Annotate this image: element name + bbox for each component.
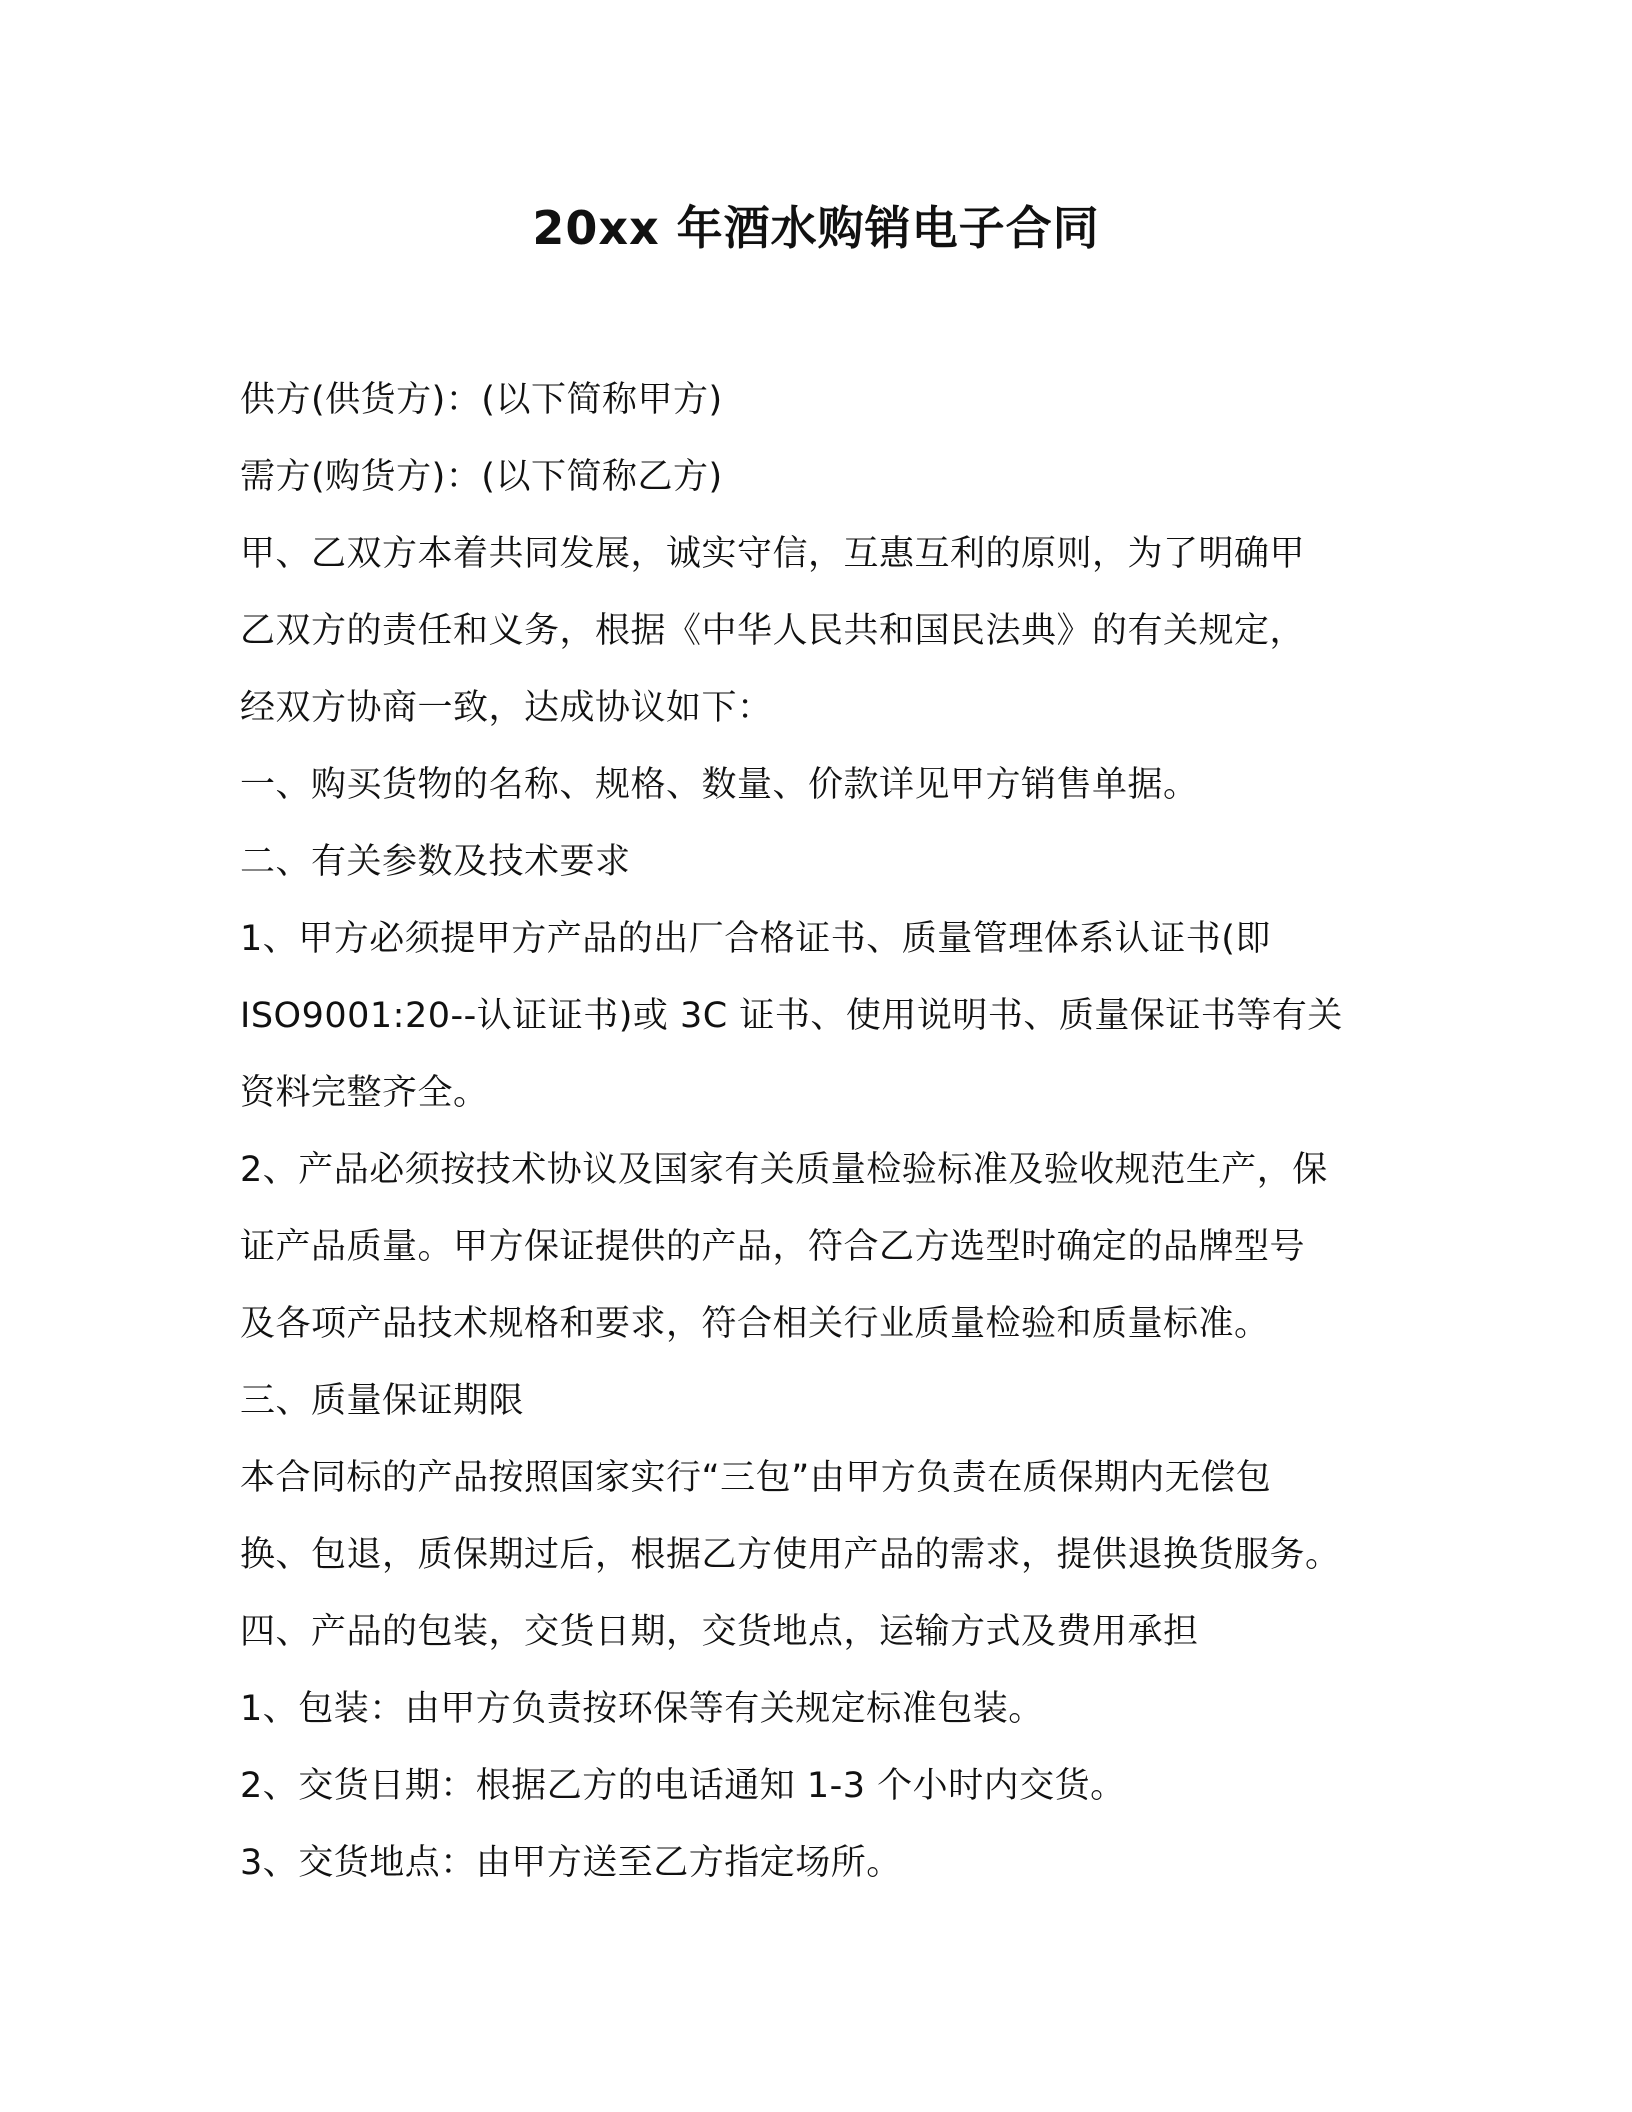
clause-text: 换、包退，质保期过后，根据乙方使用产品的需求，提供退换货服务。 <box>240 1535 1341 1575</box>
clause-text: 3、交货地点：由甲方送至乙方指定场所。 <box>240 1843 902 1883</box>
contract-body <box>240 362 1400 1902</box>
clause-text: 资料完整齐全。 <box>240 1073 489 1113</box>
clause-text: 本合同标的产品按照国家实行“三包”由甲方负责在质保期内无偿包 <box>240 1458 1272 1498</box>
clause-heading: 四、产品的包装，交货日期，交货地点，运输方式及费用承担 <box>240 1612 1199 1652</box>
clause-text: 1、包装：由甲方负责按环保等有关规定标准包装。 <box>240 1689 1044 1729</box>
clause-text: ISO9001:20--认证证书)或 3C 证书、使用说明书、质量保证书等有关 <box>240 996 1343 1036</box>
clause-heading: 二、有关参数及技术要求 <box>240 842 631 882</box>
preamble-line: 甲、乙双方本着共同发展，诚实守信，互惠互利的原则，为了明确甲 <box>240 534 1306 574</box>
clause-text: 及各项产品技术规格和要求，符合相关行业质量检验和质量标准。 <box>240 1304 1270 1344</box>
preamble-line: 乙双方的责任和义务，根据《中华人民共和国民法典》的有关规定， <box>240 611 1306 651</box>
document-title: 20xx 年酒水购销电子合同 <box>532 201 1100 255</box>
party-a-line: 供方(供货方)：(以下简称甲方) <box>240 380 723 420</box>
clause-text: 2、产品必须按技术协议及国家有关质量检验标准及验收规范生产，保 <box>240 1150 1328 1190</box>
clause-text: 2、交货日期：根据乙方的电话通知 1-3 个小时内交货。 <box>240 1766 1126 1806</box>
preamble-line: 经双方协商一致，达成协议如下： <box>240 688 773 728</box>
clause-text: 证产品质量。甲方保证提供的产品，符合乙方选型时确定的品牌型号 <box>240 1227 1306 1267</box>
clause-heading: 三、质量保证期限 <box>240 1381 525 1421</box>
party-b-line: 需方(购货方)：(以下简称乙方) <box>240 457 723 497</box>
clause-heading: 一、购买货物的名称、规格、数量、价款详见甲方销售单据。 <box>240 765 1199 805</box>
clause-text: 1、甲方必须提甲方产品的出厂合格证书、质量管理体系认证书(即 <box>240 919 1271 959</box>
